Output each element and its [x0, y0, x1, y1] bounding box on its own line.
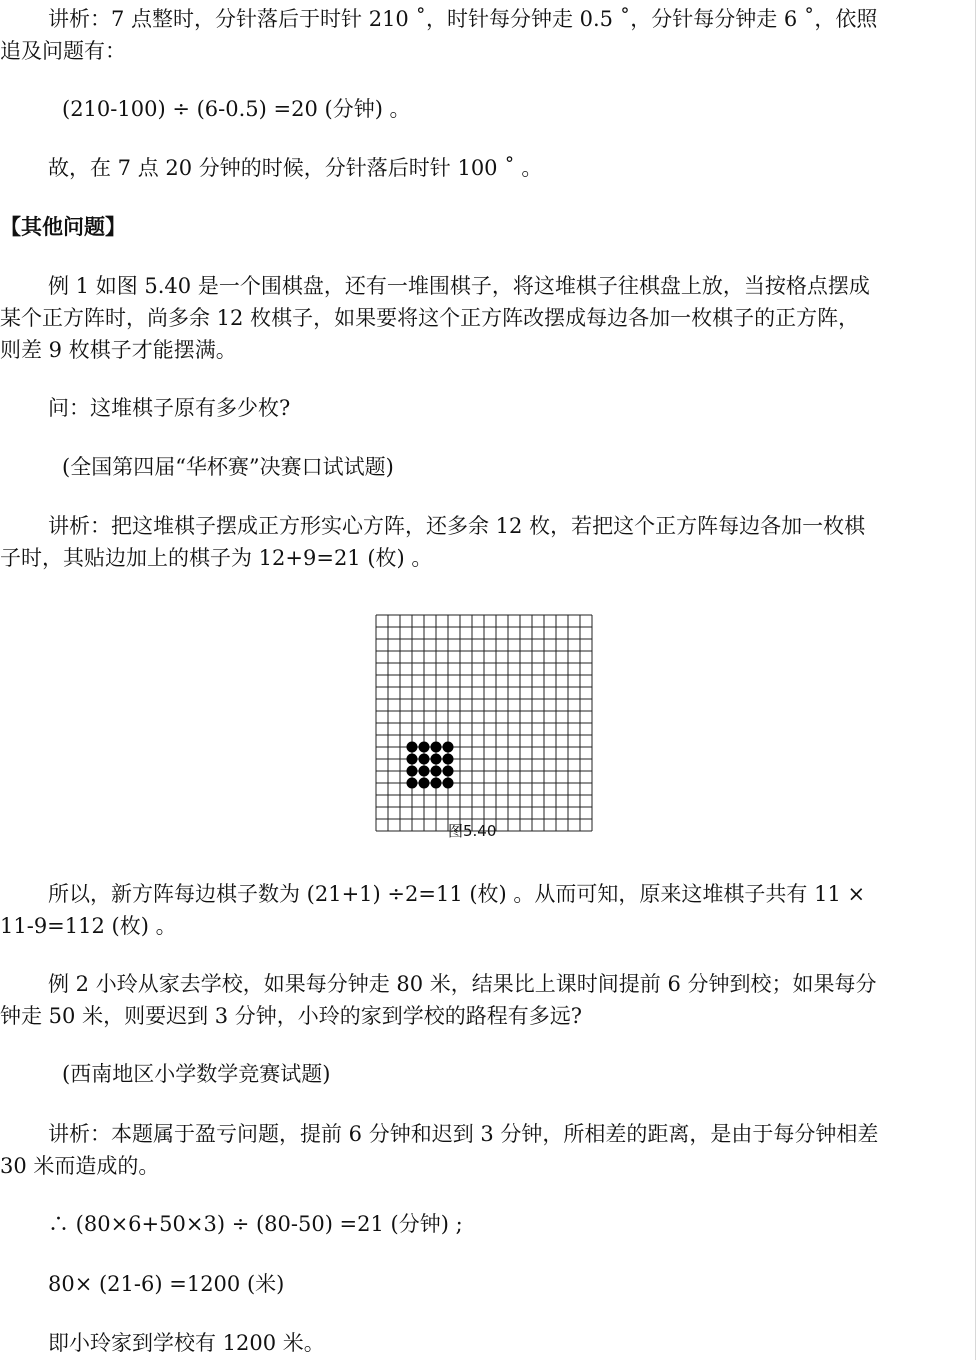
text-line: 追及问题有：	[0, 39, 126, 63]
text-line: 30 米而造成的。	[0, 1154, 160, 1178]
go-stone	[418, 753, 429, 764]
text-line: (全国第四届“华杯赛”决赛口试试题)	[62, 455, 394, 479]
text-line: 问：这堆棋子原有多少枚?	[48, 396, 291, 420]
go-stone	[442, 765, 453, 776]
section-heading	[0, 211, 972, 243]
go-stone	[406, 765, 417, 776]
paragraph-equation-2b	[0, 1268, 972, 1300]
text-line: 则差 9 枚棋子才能摆满。	[0, 338, 237, 362]
go-stone	[406, 753, 417, 764]
text-line: 例 2 小玲从家去学校，如果每分钟走 80 米，结果比上课时间提前 6 分钟到校；如果每分	[48, 972, 877, 996]
go-board-figure	[374, 613, 594, 843]
paragraph-analysis-2	[0, 1118, 972, 1182]
paragraph-analysis-1	[0, 510, 972, 574]
text-line: 钟走 50 米，则要迟到 3 分钟，小玲的家到学校的路程有多远?	[0, 1004, 583, 1028]
text-line: 故，在 7 点 20 分钟的时候，分针落后时针 100 ˚ 。	[48, 156, 543, 180]
paragraph-answer-2	[0, 1327, 972, 1359]
go-stone	[406, 741, 417, 752]
paragraph-question	[0, 392, 972, 424]
paragraph-analysis-clock	[0, 3, 972, 67]
go-stone	[430, 765, 441, 776]
text-line: 某个正方阵时，尚多余 12 枚棋子，如果要将这个正方阵改摆成每边各加一枚棋子的正方阵，	[0, 306, 860, 330]
paragraph-equation-2a	[0, 1208, 972, 1240]
text-line: 80× (21-6) =1200 (米)	[48, 1272, 285, 1296]
paragraph-equation-clock	[0, 93, 972, 125]
paragraph-example-1	[0, 270, 972, 366]
go-stone	[418, 741, 429, 752]
go-stone	[430, 741, 441, 752]
go-stone	[442, 777, 453, 788]
go-stone	[406, 777, 417, 788]
go-stone	[442, 753, 453, 764]
text-line: 例 1 如图 5.40 是一个围棋盘，还有一堆围棋子，将这堆棋子往棋盘上放，当按格点摆成	[48, 274, 870, 298]
go-stone	[430, 753, 441, 764]
text-line: 讲析：本题属于盈亏问题，提前 6 分钟和迟到 3 分钟，所相差的距离，是由于每分钟相差	[48, 1122, 879, 1146]
paragraph-conclusion-clock	[0, 152, 972, 184]
text-line: 讲析：把这堆棋子摆成正方形实心方阵，还多余 12 枚，若把这个正方阵每边各加一枚棋	[48, 514, 866, 538]
text-line: 即小玲家到学校有 1200 米。	[48, 1331, 325, 1355]
paragraph-source-2	[0, 1058, 972, 1090]
go-stone	[418, 765, 429, 776]
go-stone	[418, 777, 429, 788]
paragraph-result-1	[0, 878, 972, 942]
figure-caption: 图5.40	[448, 822, 497, 840]
go-stone	[430, 777, 441, 788]
text-line: ∴ (80×6+50×3) ÷ (80-50) =21 (分钟) ;	[48, 1212, 463, 1236]
page-edge-rule	[975, 0, 976, 1360]
text-line: 子时，其贴边加上的棋子为 12+9=21 (枚) 。	[0, 546, 433, 570]
heading-text: 【其他问题】	[0, 215, 126, 239]
text-line: 11-9=112 (枚) 。	[0, 914, 177, 938]
paragraph-example-2	[0, 968, 972, 1032]
text-line: (西南地区小学数学竞赛试题)	[62, 1062, 331, 1086]
text-line: (210-100) ÷ (6-0.5) =20 (分钟) 。	[62, 97, 411, 121]
go-stone	[442, 741, 453, 752]
text-line: 所以，新方阵每边棋子数为 (21+1) ÷2=11 (枚) 。从而可知，原来这堆棋子共有 11 ×	[48, 882, 866, 906]
text-line: 讲析：7 点整时，分针落后于时针 210 ˚，时针每分钟走 0.5 ˚，分针每分钟走 6 ˚，依照	[48, 7, 878, 31]
paragraph-source-1	[0, 451, 972, 483]
